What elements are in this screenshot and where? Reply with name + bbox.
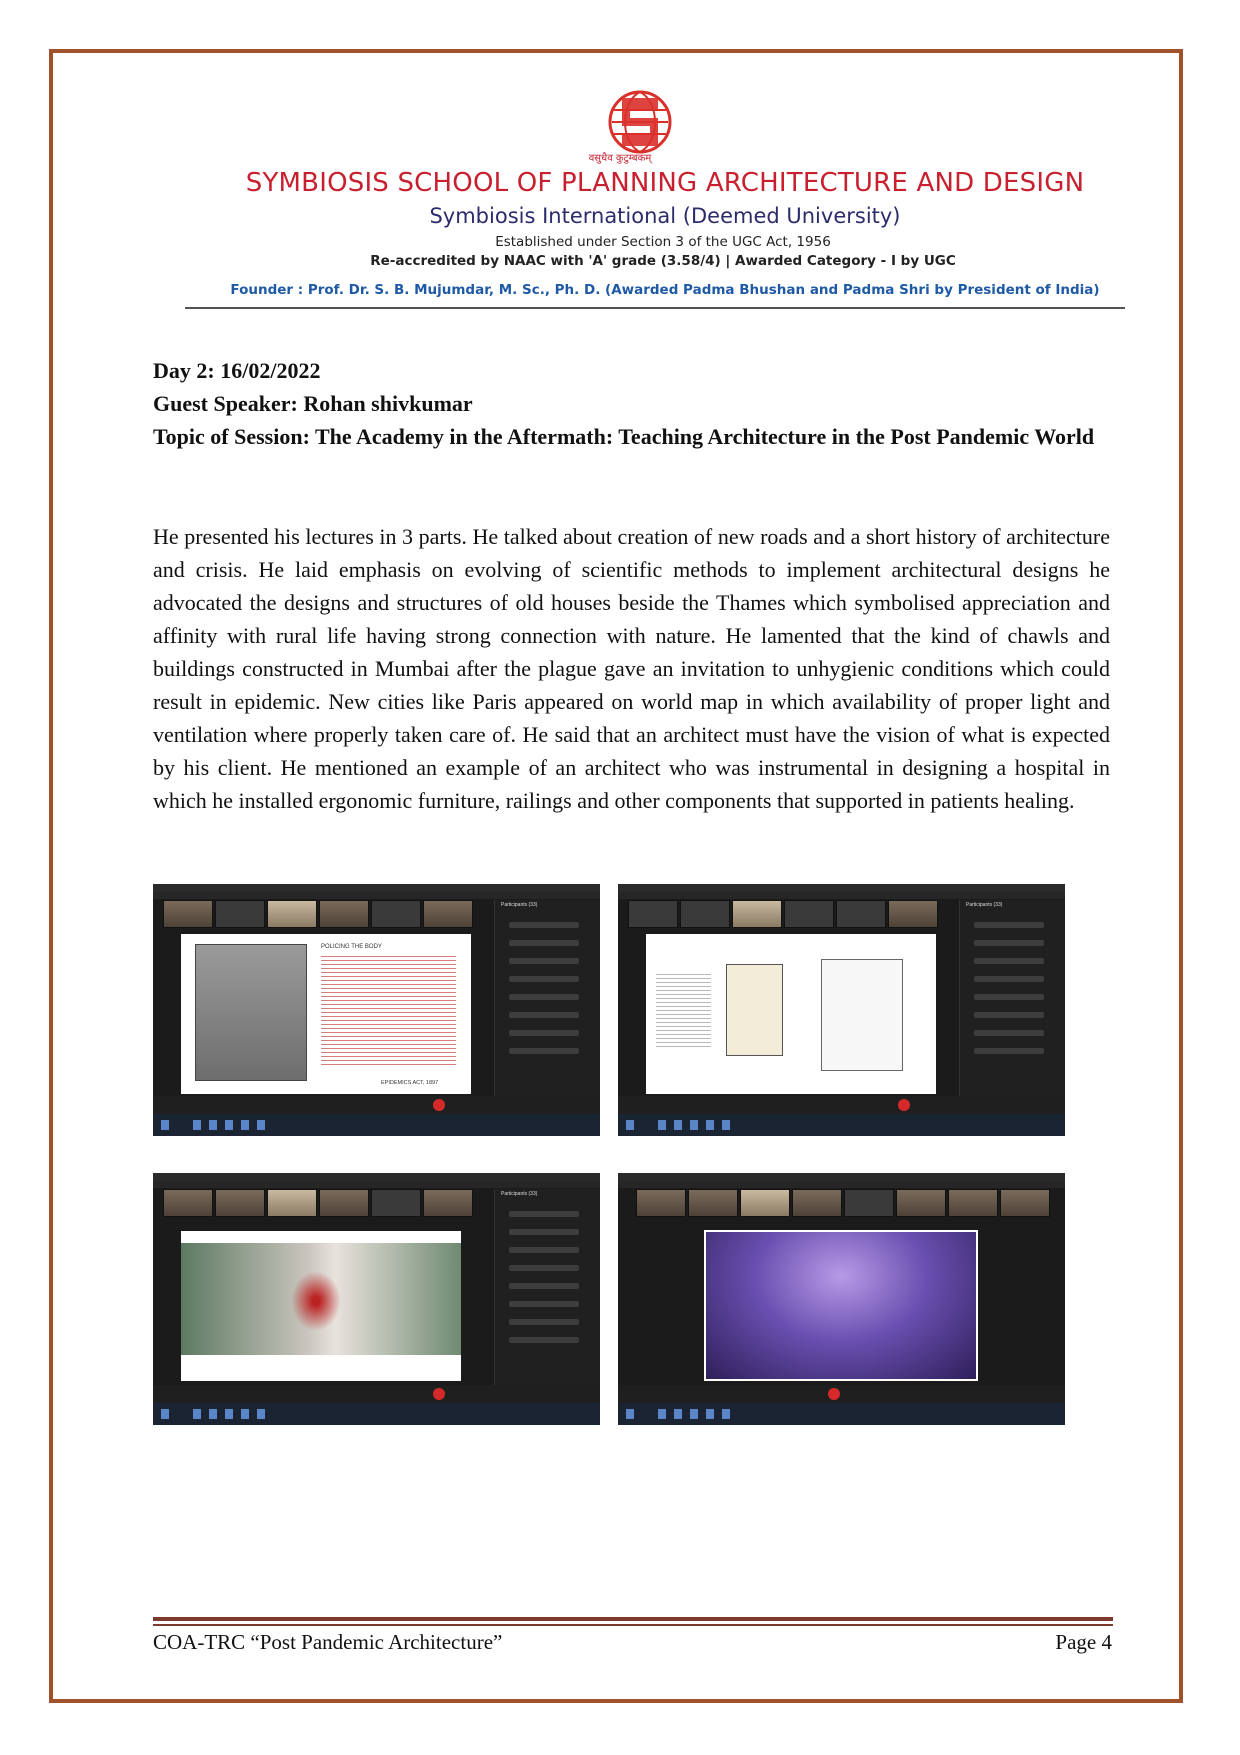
zoom-screenshot-1: [153, 884, 600, 1136]
slide-heading: POLICING THE BODY: [321, 944, 382, 950]
slide-map-image: [195, 944, 307, 1081]
zoom-menu-bar: [153, 892, 600, 899]
end-call-icon[interactable]: [828, 1388, 840, 1400]
sketch-text: [656, 974, 711, 1049]
accreditation-line: Re-accredited by NAAC with 'A' grade (3.58/4) | Awarded Category - I by UGC: [370, 253, 956, 269]
shared-sketch-slide: [646, 934, 936, 1094]
school-name: SYMBIOSIS SCHOOL OF PLANNING ARCHITECTURE AND DESIGN: [245, 168, 1085, 198]
zoom-menu-bar: [618, 892, 1065, 899]
zoom-screenshot-2: [618, 884, 1065, 1136]
zoom-title-bar: [153, 1173, 600, 1181]
windows-taskbar: [153, 1114, 600, 1136]
end-call-icon[interactable]: [433, 1388, 445, 1400]
motto: वसुधैव कुटुम्बकम्: [588, 153, 652, 164]
participants-title: Participants (33): [966, 902, 1003, 908]
header-divider: [185, 307, 1125, 309]
session-day: Day 2: 16/02/2022: [153, 358, 321, 383]
shared-slide: [181, 934, 471, 1094]
sketch-drawing-1: [726, 964, 783, 1056]
participants-panel: [494, 900, 600, 1105]
slide-text-block: [321, 956, 456, 1066]
zoom-screenshot-4: [618, 1173, 1065, 1425]
participants-title: Participants (33): [501, 902, 538, 908]
sketch-drawing-2: [821, 959, 903, 1071]
shared-photo: [704, 1230, 978, 1381]
participants-panel: [494, 1189, 600, 1394]
zoom-menu-bar: [153, 1181, 600, 1188]
footer-title: COA-TRC “Post Pandemic Architecture”: [153, 1630, 503, 1654]
footer-rule-thin: [153, 1624, 1113, 1626]
participants-title: Participants (33): [501, 1191, 538, 1197]
zoom-screenshot-3: [153, 1173, 600, 1425]
participants-panel: [959, 900, 1065, 1105]
zoom-menu-bar: [618, 1181, 1065, 1188]
zoom-title-bar: [618, 884, 1065, 892]
university-name: Symbiosis International (Deemed University): [429, 204, 901, 228]
meeting-controls: [153, 1385, 600, 1403]
zoom-title-bar: [153, 884, 600, 892]
shared-video: [181, 1231, 461, 1381]
established-line: Established under Section 3 of the UGC Act, 1956: [495, 234, 831, 250]
windows-taskbar: [153, 1403, 600, 1425]
session-summary: He presented his lectures in 3 parts. He talked about creation of new roads and a short history of architecture and crisis. He laid emphasis on evolving of scientific methods to implement architectural designs he advocated the designs and structures of old houses beside the Thames which symbolised appreciation and affinity with rural life having strong connection with nature. He lamented that the kind of chawls and buildings constructed in Mumbai after the plague gave an invitation to unhygienic conditions which could result in epidemic. New cities like Paris appeared on world map in which availability of proper light and ventilation where properly taken care of. He said that an architect must have the vision of what is expected by his client. He mentioned an example of an architect who was instrumental in designing a hospital in which he installed ergonomic furniture, railings and other components that supported in patients healing.: [153, 524, 1110, 813]
end-call-icon[interactable]: [898, 1099, 910, 1111]
blood-stain: [291, 1271, 341, 1331]
meeting-controls: [618, 1385, 1065, 1403]
founder-line: Founder : Prof. Dr. S. B. Mujumdar, M. Sc., Ph. D. (Awarded Padma Bhushan and Padma Shri by President of India): [230, 282, 1100, 298]
slide-caption: EPIDEMICS ACT, 1897: [381, 1080, 439, 1086]
meeting-controls: [618, 1096, 1065, 1114]
session-topic: Topic of Session: The Academy in the Aftermath: Teaching Architecture in the Post Pandemic World: [153, 424, 1095, 449]
end-call-icon[interactable]: [433, 1099, 445, 1111]
meeting-controls: [153, 1096, 600, 1114]
guest-speaker: Guest Speaker: Rohan shivkumar: [153, 391, 473, 416]
footer-rule-thick: [153, 1617, 1113, 1621]
windows-taskbar: [618, 1114, 1065, 1136]
zoom-title-bar: [618, 1173, 1065, 1181]
page-number: Page 4: [1055, 1630, 1112, 1654]
windows-taskbar: [618, 1403, 1065, 1425]
